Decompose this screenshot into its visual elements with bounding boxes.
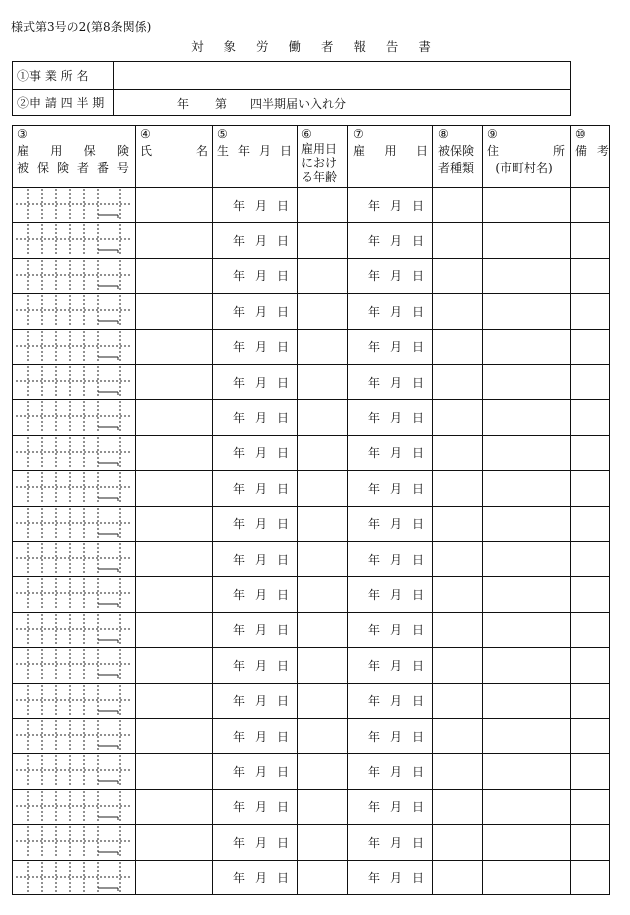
date-unit-label: 年	[368, 623, 381, 638]
period-suffix: 四半期届い入れ分	[250, 97, 347, 111]
date-unit-label: 年	[368, 517, 381, 532]
table-row	[13, 293, 609, 328]
date-unit-label: 月	[390, 765, 403, 780]
date-unit-label: 月	[255, 552, 268, 567]
header-insured-number: ③ 雇 用 保 険 被 保 険 者 番 号	[17, 127, 129, 175]
table-row	[13, 683, 609, 718]
date-unit-label: 月	[255, 623, 268, 638]
date-unit-label: 日	[277, 517, 290, 532]
date-unit-label: 年	[233, 588, 246, 603]
date-unit-label: 日	[412, 269, 425, 284]
insured-number-boxes[interactable]	[14, 753, 134, 788]
date-unit-label: 年	[368, 835, 381, 850]
date-unit-label: 日	[412, 765, 425, 780]
date-unit-label: 年	[368, 375, 381, 390]
header-hire-date: ⑦ 雇 用 日	[353, 127, 428, 158]
date-unit-label: 月	[390, 304, 403, 319]
header-address: ⑨ 住 所 (市町村名)	[487, 127, 565, 175]
header-birthdate: ⑤ 生 年 月 日	[217, 127, 292, 158]
date-unit-label: 年	[233, 234, 246, 249]
date-unit-label: 日	[277, 552, 290, 567]
date-unit-label: 日	[277, 375, 290, 390]
date-unit-label: 月	[390, 588, 403, 603]
header-age-at-hire: ⑥ 雇用日 におけ る年齢	[301, 127, 338, 184]
date-unit-label: 月	[390, 552, 403, 567]
date-unit-label: 月	[390, 800, 403, 815]
date-unit-label: 日	[277, 304, 290, 319]
date-unit-label: 月	[255, 729, 268, 744]
date-unit-label: 年	[368, 234, 381, 249]
date-unit-label: 年	[233, 269, 246, 284]
date-unit-label: 日	[277, 658, 290, 673]
table-row	[13, 576, 609, 611]
date-unit-label: 月	[255, 375, 268, 390]
period-row	[13, 89, 570, 115]
date-unit-label: 日	[412, 481, 425, 496]
insured-number-boxes[interactable]	[14, 541, 134, 576]
table-row	[13, 470, 609, 505]
date-unit-label: 日	[277, 411, 290, 426]
date-unit-label: 年	[233, 340, 246, 355]
date-unit-label: 日	[412, 729, 425, 744]
insured-number-boxes[interactable]	[14, 470, 134, 505]
date-unit-label: 月	[255, 304, 268, 319]
date-unit-label: 年	[368, 871, 381, 886]
date-unit-label: 日	[412, 517, 425, 532]
date-unit-label: 月	[390, 729, 403, 744]
date-unit-label: 日	[277, 340, 290, 355]
date-unit-label: 月	[255, 658, 268, 673]
header-insured-type: ⑧ 被保険 者種類	[438, 127, 475, 175]
table-row	[13, 789, 609, 824]
date-unit-label: 月	[390, 411, 403, 426]
table-row	[13, 824, 609, 859]
date-unit-label: 月	[255, 694, 268, 709]
table-row	[13, 187, 609, 222]
date-unit-label: 月	[255, 198, 268, 213]
date-unit-label: 日	[277, 729, 290, 744]
date-unit-label: 日	[277, 765, 290, 780]
date-unit-label: 日	[277, 800, 290, 815]
date-unit-label: 年	[233, 446, 246, 461]
date-unit-label: 日	[412, 658, 425, 673]
date-unit-label: 日	[412, 871, 425, 886]
date-unit-label: 日	[277, 269, 290, 284]
date-unit-label: 年	[233, 517, 246, 532]
date-unit-label: 年	[233, 552, 246, 567]
date-unit-label: 日	[277, 588, 290, 603]
date-unit-label: 月	[255, 411, 268, 426]
date-unit-label: 日	[412, 552, 425, 567]
date-unit-label: 年	[233, 198, 246, 213]
date-unit-label: 年	[368, 588, 381, 603]
date-unit-label: 月	[255, 765, 268, 780]
date-unit-label: 年	[233, 623, 246, 638]
date-unit-label: 年	[233, 375, 246, 390]
date-unit-label: 日	[412, 375, 425, 390]
date-unit-label: 月	[390, 234, 403, 249]
insured-number-boxes[interactable]	[14, 718, 134, 753]
date-unit-label: 日	[277, 623, 290, 638]
date-unit-label: 日	[412, 800, 425, 815]
date-unit-label: 年	[368, 658, 381, 673]
table-row	[13, 506, 609, 541]
date-unit-label: 月	[255, 446, 268, 461]
table-row	[13, 612, 609, 647]
insured-number-boxes[interactable]	[14, 258, 134, 293]
date-unit-label: 年	[368, 729, 381, 744]
date-unit-label: 月	[390, 835, 403, 850]
date-unit-label: 月	[255, 517, 268, 532]
office-row	[13, 62, 570, 90]
date-unit-label: 年	[368, 269, 381, 284]
insured-number-boxes[interactable]	[14, 399, 134, 434]
date-unit-label: 月	[390, 198, 403, 213]
period-label: ②申 請 四 半 期	[13, 89, 114, 115]
date-unit-label: 日	[412, 835, 425, 850]
date-unit-label: 月	[255, 234, 268, 249]
table-row	[13, 718, 609, 753]
date-unit-label: 日	[412, 340, 425, 355]
table-row	[13, 435, 609, 470]
insured-number-boxes[interactable]	[14, 683, 134, 718]
date-unit-label: 月	[255, 269, 268, 284]
date-unit-label: 月	[390, 623, 403, 638]
date-unit-label: 月	[390, 481, 403, 496]
date-unit-label: 年	[233, 658, 246, 673]
date-unit-label: 月	[255, 835, 268, 850]
table-row	[13, 753, 609, 788]
date-unit-label: 月	[255, 588, 268, 603]
insured-number-boxes[interactable]	[14, 612, 134, 647]
date-unit-label: 年	[368, 800, 381, 815]
table-row	[13, 647, 609, 682]
insured-number-boxes[interactable]	[14, 364, 134, 399]
table-row	[13, 222, 609, 257]
date-unit-label: 月	[390, 871, 403, 886]
date-unit-label: 年	[233, 729, 246, 744]
date-unit-label: 月	[390, 446, 403, 461]
insured-number-boxes[interactable]	[14, 860, 134, 895]
date-unit-label: 日	[277, 234, 290, 249]
info-table	[12, 61, 571, 116]
date-unit-label: 年	[368, 446, 381, 461]
date-unit-label: 日	[412, 694, 425, 709]
date-unit-label: 月	[255, 340, 268, 355]
period-dai: 第	[215, 97, 228, 111]
insured-number-boxes[interactable]	[14, 647, 134, 682]
date-unit-label: 年	[368, 340, 381, 355]
date-unit-label: 年	[233, 765, 246, 780]
date-unit-label: 日	[277, 694, 290, 709]
date-unit-label: 日	[412, 411, 425, 426]
insured-number-boxes[interactable]	[14, 506, 134, 541]
date-unit-label: 月	[390, 375, 403, 390]
office-label: ①事 業 所 名	[13, 62, 114, 89]
date-unit-label: 月	[255, 800, 268, 815]
insured-number-boxes[interactable]	[14, 576, 134, 611]
table-row	[13, 860, 609, 895]
date-unit-label: 年	[368, 694, 381, 709]
date-unit-label: 年	[233, 871, 246, 886]
date-unit-label: 日	[277, 835, 290, 850]
period-field[interactable]	[114, 89, 570, 115]
insured-number-boxes[interactable]	[14, 824, 134, 859]
date-unit-label: 日	[412, 623, 425, 638]
date-unit-label: 日	[412, 304, 425, 319]
date-unit-label: 年	[368, 765, 381, 780]
form-number: 様式第3号の2(第8条関係)	[11, 20, 152, 34]
date-unit-label: 年	[233, 694, 246, 709]
date-unit-label: 月	[390, 269, 403, 284]
date-unit-label: 日	[412, 234, 425, 249]
insured-number-boxes[interactable]	[14, 435, 134, 470]
header-name: ④ 氏 名	[140, 127, 208, 158]
date-unit-label: 年	[368, 304, 381, 319]
period-year: 年	[177, 97, 190, 111]
worker-table	[12, 125, 610, 895]
document-title: 対 象 労 働 者 報 告 書	[191, 39, 439, 54]
insured-number-boxes[interactable]	[14, 329, 134, 364]
date-unit-label: 日	[277, 198, 290, 213]
insured-number-boxes[interactable]	[14, 293, 134, 328]
date-unit-label: 年	[368, 198, 381, 213]
date-unit-label: 月	[255, 481, 268, 496]
date-unit-label: 年	[368, 411, 381, 426]
date-unit-label: 月	[255, 871, 268, 886]
table-row	[13, 541, 609, 576]
insured-number-boxes[interactable]	[14, 187, 134, 222]
office-name-field[interactable]	[114, 62, 570, 89]
date-unit-label: 日	[277, 481, 290, 496]
date-unit-label: 月	[390, 694, 403, 709]
date-unit-label: 日	[412, 588, 425, 603]
header-remarks: ⑩ 備 考	[575, 127, 609, 158]
insured-number-boxes[interactable]	[14, 789, 134, 824]
table-row	[13, 364, 609, 399]
date-unit-label: 年	[233, 835, 246, 850]
date-unit-label: 年	[233, 411, 246, 426]
date-unit-label: 月	[390, 517, 403, 532]
date-unit-label: 年	[368, 481, 381, 496]
date-unit-label: 年	[368, 552, 381, 567]
date-unit-label: 日	[412, 446, 425, 461]
table-row	[13, 258, 609, 293]
date-unit-label: 月	[390, 658, 403, 673]
date-unit-label: 日	[277, 446, 290, 461]
table-row	[13, 399, 609, 434]
table-row	[13, 329, 609, 364]
date-unit-label: 年	[233, 481, 246, 496]
date-unit-label: 日	[277, 871, 290, 886]
date-unit-label: 年	[233, 800, 246, 815]
date-unit-label: 月	[390, 340, 403, 355]
date-unit-label: 年	[233, 304, 246, 319]
insured-number-boxes[interactable]	[14, 222, 134, 257]
date-unit-label: 日	[412, 198, 425, 213]
